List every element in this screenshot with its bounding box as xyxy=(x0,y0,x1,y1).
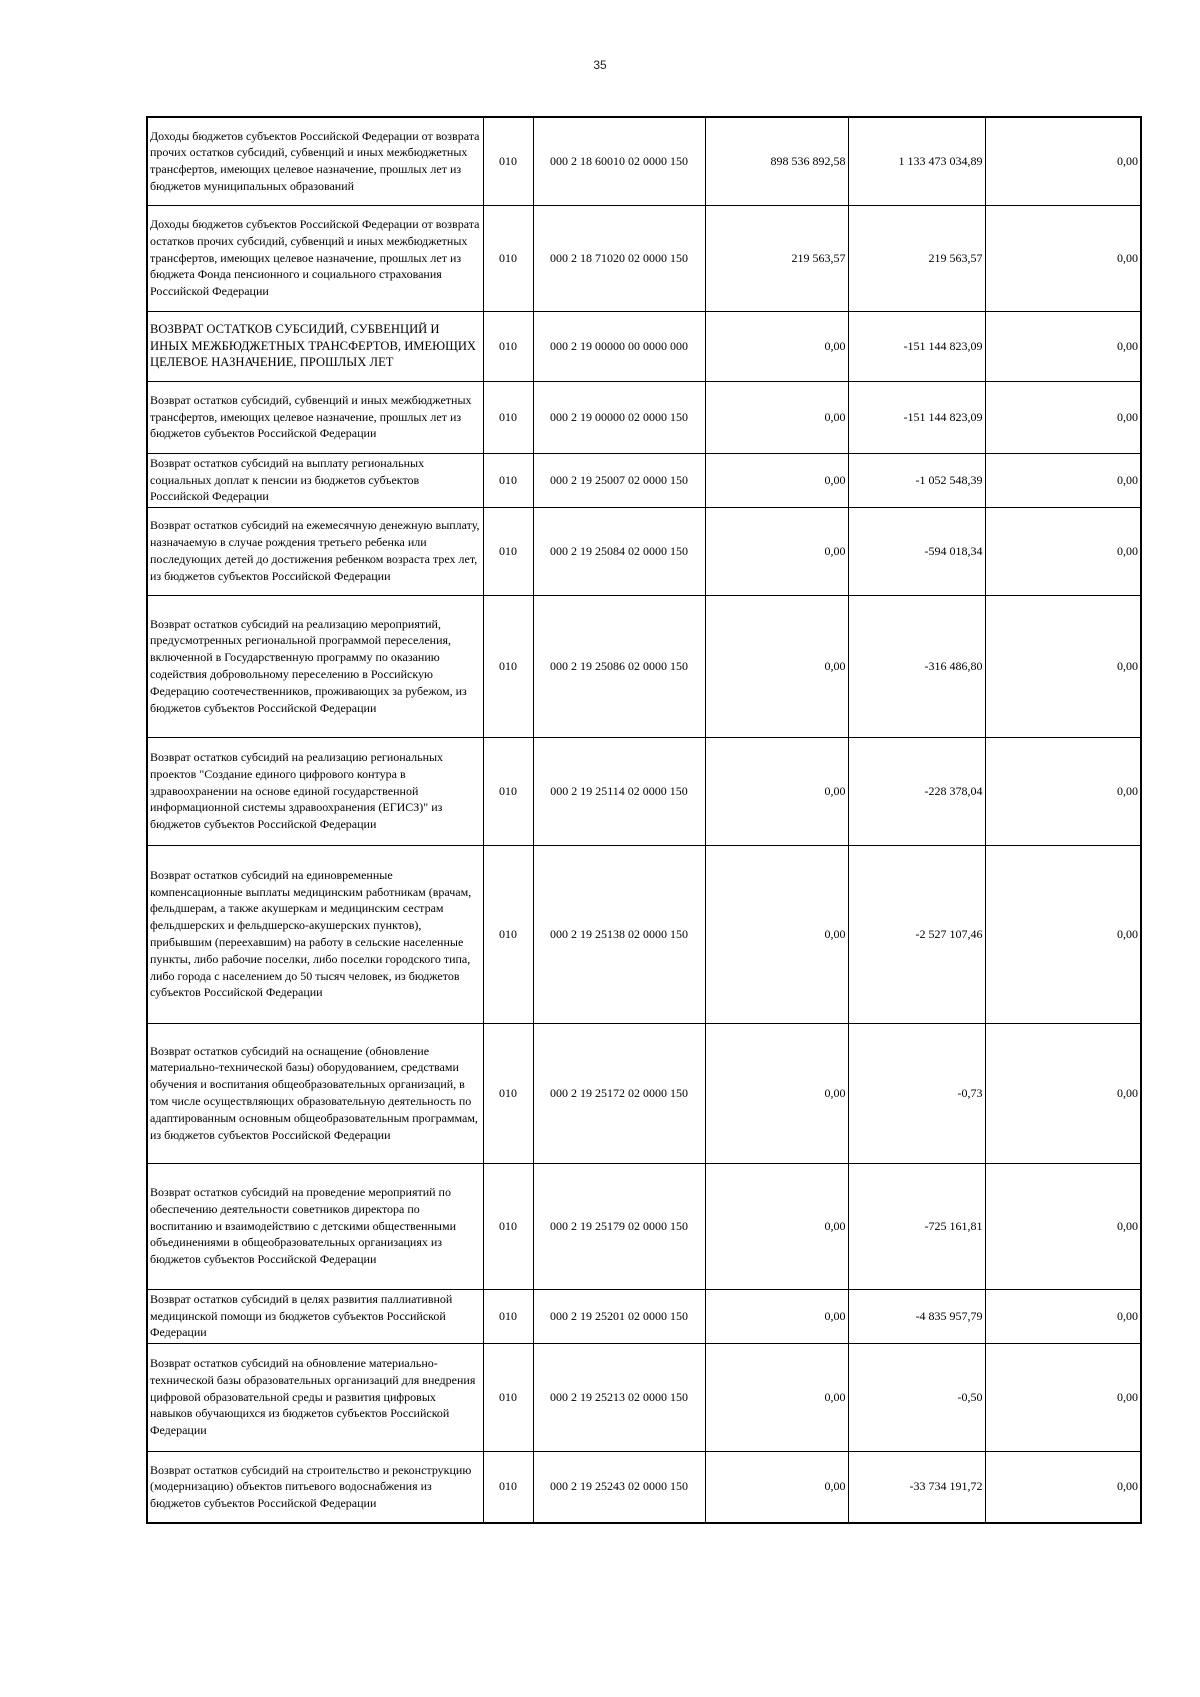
line-code-cell: 010 xyxy=(483,381,533,453)
table-row xyxy=(147,595,1141,737)
not-executed-amount-cell: 0,00 xyxy=(985,453,1141,507)
not-executed-amount-cell: 0,00 xyxy=(985,205,1141,311)
budget-classification-code-cell: 000 2 19 25179 02 0000 150 xyxy=(533,1163,705,1289)
budget-classification-code-cell: 000 2 19 25138 02 0000 150 xyxy=(533,845,705,1023)
budget-classification-code-cell: 000 2 18 60010 02 0000 150 xyxy=(533,117,705,205)
approved-amount-cell: 0,00 xyxy=(705,1163,848,1289)
table-row xyxy=(147,737,1141,845)
revenue-name-cell: Возврат остатков субсидий на строительство и реконструкцию (модернизацию) объектов питьевого водоснабжения из бюджетов субъектов Российской Федерации xyxy=(147,1451,483,1523)
table-row xyxy=(147,311,1141,381)
line-code-cell: 010 xyxy=(483,1023,533,1163)
table-row xyxy=(147,507,1141,595)
revenue-name-cell: Возврат остатков субсидий на выплату региональных социальных доплат к пенсии из бюджетов субъектов Российской Федерации xyxy=(147,453,483,507)
revenue-name-cell: Возврат остатков субсидий в целях развития паллиативной медицинской помощи из бюджетов субъектов Российской Федерации xyxy=(147,1289,483,1343)
budget-classification-code-cell: 000 2 19 25086 02 0000 150 xyxy=(533,595,705,737)
line-code-cell: 010 xyxy=(483,845,533,1023)
line-code-cell: 010 xyxy=(483,1289,533,1343)
budget-classification-code-cell: 000 2 18 71020 02 0000 150 xyxy=(533,205,705,311)
line-code-cell: 010 xyxy=(483,595,533,737)
revenue-name-cell: Возврат остатков субсидий на реализацию мероприятий, предусмотренных региональной программой переселения, включенной в Государственную программу по оказанию содействия добровольному переселению в Российскую Федерацию соотечественников, проживающих за рубежом, из бюджетов субъектов Российской Федерации xyxy=(147,595,483,737)
approved-amount-cell: 0,00 xyxy=(705,311,848,381)
executed-amount-cell: -594 018,34 xyxy=(848,507,985,595)
table-row xyxy=(147,1163,1141,1289)
revenue-name-cell: Возврат остатков субсидий на обновление материально-технической базы образовательных организаций для внедрения цифровой образовательной среды и развития цифровых навыков обучающихся из бюджетов субъектов Российской Федерации xyxy=(147,1343,483,1451)
line-code-cell: 010 xyxy=(483,737,533,845)
revenue-name-cell: ВОЗВРАТ ОСТАТКОВ СУБСИДИЙ, СУБВЕНЦИЙ И ИНЫХ МЕЖБЮДЖЕТНЫХ ТРАНСФЕРТОВ, ИМЕЮЩИХ ЦЕЛЕВОЕ НАЗНАЧЕНИЕ, ПРОШЛЫХ ЛЕТ xyxy=(147,311,483,381)
not-executed-amount-cell: 0,00 xyxy=(985,595,1141,737)
not-executed-amount-cell: 0,00 xyxy=(985,117,1141,205)
table-row xyxy=(147,453,1141,507)
page-number: 35 xyxy=(593,58,607,72)
approved-amount-cell: 0,00 xyxy=(705,1451,848,1523)
not-executed-amount-cell: 0,00 xyxy=(985,1343,1141,1451)
approved-amount-cell: 0,00 xyxy=(705,1023,848,1163)
executed-amount-cell: 219 563,57 xyxy=(848,205,985,311)
executed-amount-cell: -2 527 107,46 xyxy=(848,845,985,1023)
revenue-name-cell: Возврат остатков субсидий на реализацию региональных проектов "Создание единого цифрового контура в здравоохранении на основе единой государственной информационной системы здравоохранения (ЕГИСЗ)" из бюджетов субъектов Российской Федерации xyxy=(147,737,483,845)
approved-amount-cell: 0,00 xyxy=(705,1289,848,1343)
line-code-cell: 010 xyxy=(483,205,533,311)
revenue-name-cell: Доходы бюджетов субъектов Российской Федерации от возврата остатков прочих субсидий, субвенций и иных межбюджетных трансфертов, имеющих целевое назначение, прошлых лет из бюджета Фонда пенсионного и социального страхования Российской Федерации xyxy=(147,205,483,311)
line-code-cell: 010 xyxy=(483,453,533,507)
budget-classification-code-cell: 000 2 19 25243 02 0000 150 xyxy=(533,1451,705,1523)
line-code-cell: 010 xyxy=(483,507,533,595)
executed-amount-cell: -33 734 191,72 xyxy=(848,1451,985,1523)
revenue-name-cell: Возврат остатков субсидий на единовременные компенсационные выплаты медицинским работникам (врачам, фельдшерам, а также акушеркам и медицинским сестрам фельдшерских и фельдшерско-акушерских пунктов), прибывшим (переехавшим) на работу в сельские населенные пункты, либо рабочие поселки, либо поселки городского типа, либо города с населением до 50 тысяч человек, из бюджетов субъектов Российской Федерации xyxy=(147,845,483,1023)
line-code-cell: 010 xyxy=(483,1163,533,1289)
line-code-cell: 010 xyxy=(483,311,533,381)
not-executed-amount-cell: 0,00 xyxy=(985,1163,1141,1289)
revenue-name-cell: Возврат остатков субсидий на ежемесячную денежную выплату, назначаемую в случае рождения третьего ребенка или последующих детей до достижения ребенком возраста трех лет, из бюджетов субъектов Российской Федерации xyxy=(147,507,483,595)
table-row xyxy=(147,845,1141,1023)
approved-amount-cell: 219 563,57 xyxy=(705,205,848,311)
budget-classification-code-cell: 000 2 19 25084 02 0000 150 xyxy=(533,507,705,595)
budget-classification-code-cell: 000 2 19 25172 02 0000 150 xyxy=(533,1023,705,1163)
table-row xyxy=(147,1451,1141,1523)
approved-amount-cell: 0,00 xyxy=(705,845,848,1023)
table-row xyxy=(147,1023,1141,1163)
executed-amount-cell: -151 144 823,09 xyxy=(848,311,985,381)
table-row xyxy=(147,1343,1141,1451)
executed-amount-cell: -151 144 823,09 xyxy=(848,381,985,453)
not-executed-amount-cell: 0,00 xyxy=(985,845,1141,1023)
not-executed-amount-cell: 0,00 xyxy=(985,507,1141,595)
budget-classification-code-cell: 000 2 19 25114 02 0000 150 xyxy=(533,737,705,845)
table-row xyxy=(147,117,1141,205)
executed-amount-cell: -0,50 xyxy=(848,1343,985,1451)
budget-revenue-table xyxy=(146,116,1142,1524)
approved-amount-cell: 0,00 xyxy=(705,1343,848,1451)
revenue-name-cell: Возврат остатков субсидий на проведение мероприятий по обеспечению деятельности советников директора по воспитанию и взаимодействию с детскими общественными объединениями в общеобразовательных организациях из бюджетов субъектов Российской Федерации xyxy=(147,1163,483,1289)
executed-amount-cell: -0,73 xyxy=(848,1023,985,1163)
line-code-cell: 010 xyxy=(483,1451,533,1523)
approved-amount-cell: 0,00 xyxy=(705,381,848,453)
budget-classification-code-cell: 000 2 19 00000 00 0000 000 xyxy=(533,311,705,381)
executed-amount-cell: 1 133 473 034,89 xyxy=(848,117,985,205)
not-executed-amount-cell: 0,00 xyxy=(985,1289,1141,1343)
not-executed-amount-cell: 0,00 xyxy=(985,1023,1141,1163)
not-executed-amount-cell: 0,00 xyxy=(985,311,1141,381)
table-body xyxy=(147,117,1141,1523)
budget-classification-code-cell: 000 2 19 25201 02 0000 150 xyxy=(533,1289,705,1343)
table-row xyxy=(147,205,1141,311)
not-executed-amount-cell: 0,00 xyxy=(985,1451,1141,1523)
executed-amount-cell: -725 161,81 xyxy=(848,1163,985,1289)
approved-amount-cell: 0,00 xyxy=(705,453,848,507)
approved-amount-cell: 0,00 xyxy=(705,737,848,845)
not-executed-amount-cell: 0,00 xyxy=(985,381,1141,453)
approved-amount-cell: 0,00 xyxy=(705,507,848,595)
revenue-name-cell: Доходы бюджетов субъектов Российской Федерации от возврата прочих остатков субсидий, субвенций и иных межбюджетных трансфертов, имеющих целевое назначение, прошлых лет из бюджетов муниципальных образований xyxy=(147,117,483,205)
executed-amount-cell: -228 378,04 xyxy=(848,737,985,845)
budget-classification-code-cell: 000 2 19 25007 02 0000 150 xyxy=(533,453,705,507)
approved-amount-cell: 0,00 xyxy=(705,595,848,737)
line-code-cell: 010 xyxy=(483,117,533,205)
revenue-name-cell: Возврат остатков субсидий на оснащение (обновление материально-технической базы) оборудованием, средствами обучения и воспитания общеобразовательных организаций, в том числе осуществляющих образовательную деятельность по адаптированным основным общеобразовательным программам, из бюджетов субъектов Российской Федерации xyxy=(147,1023,483,1163)
executed-amount-cell: -4 835 957,79 xyxy=(848,1289,985,1343)
table-row xyxy=(147,381,1141,453)
approved-amount-cell: 898 536 892,58 xyxy=(705,117,848,205)
budget-classification-code-cell: 000 2 19 25213 02 0000 150 xyxy=(533,1343,705,1451)
revenue-name-cell: Возврат остатков субсидий, субвенций и иных межбюджетных трансфертов, имеющих целевое назначение, прошлых лет из бюджетов субъектов Российской Федерации xyxy=(147,381,483,453)
not-executed-amount-cell: 0,00 xyxy=(985,737,1141,845)
budget-classification-code-cell: 000 2 19 00000 02 0000 150 xyxy=(533,381,705,453)
line-code-cell: 010 xyxy=(483,1343,533,1451)
executed-amount-cell: -1 052 548,39 xyxy=(848,453,985,507)
executed-amount-cell: -316 486,80 xyxy=(848,595,985,737)
table-row xyxy=(147,1289,1141,1343)
